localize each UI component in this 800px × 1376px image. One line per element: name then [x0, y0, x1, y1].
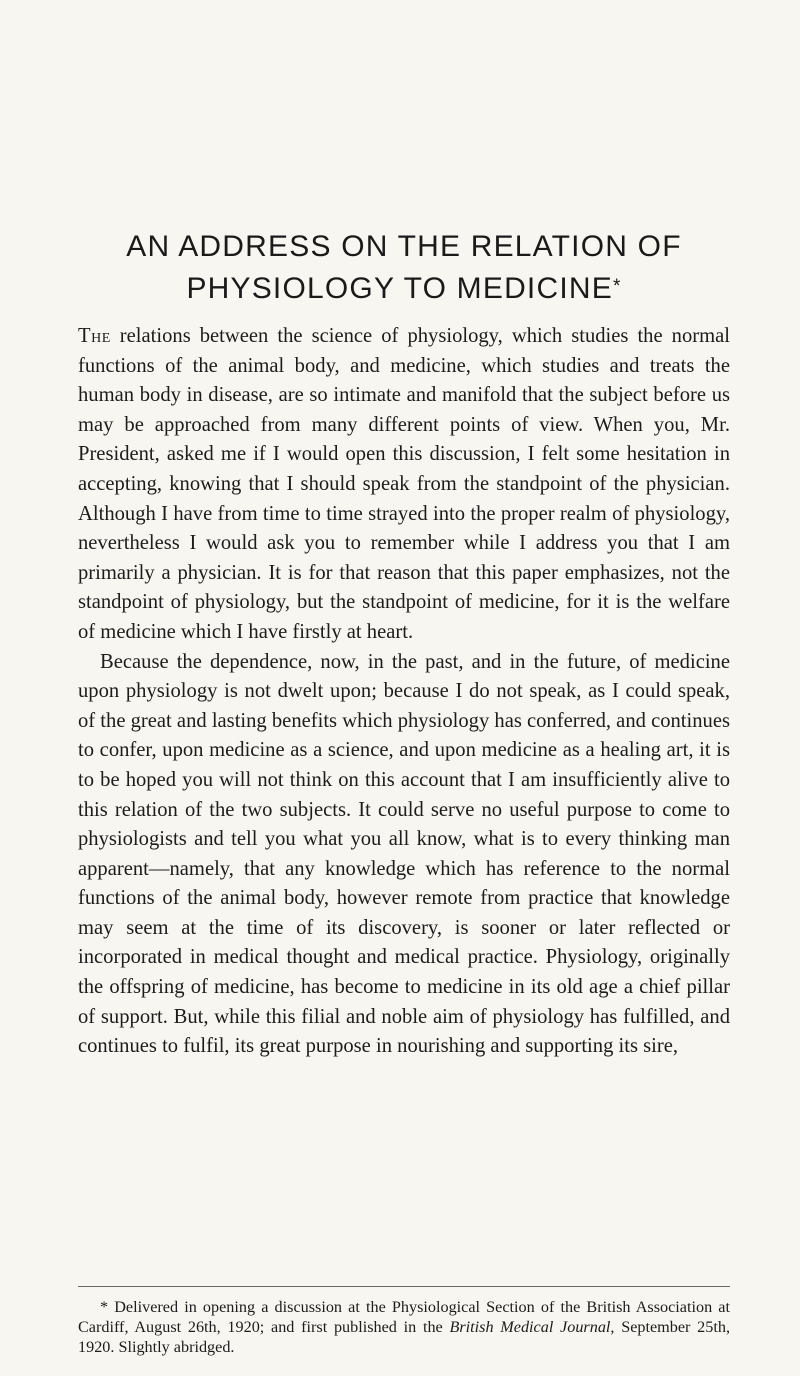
journal-name: British Medical Journal — [449, 1318, 611, 1336]
footnote-divider — [78, 1286, 730, 1287]
opening-word: The — [78, 325, 111, 347]
title-line-2-text: PHYSIOLOGY TO MEDICINE — [186, 272, 613, 305]
footnote-marker: * — [100, 1298, 109, 1316]
footnote — [78, 1297, 730, 1357]
title-line-1: AN ADDRESS ON THE RELATION OF — [126, 230, 682, 263]
footnote-text-before: Delivered in opening a discussion at the Physiological Section of the British Association at Cardiff, August 26th, 1920; and first published in the — [78, 1298, 730, 1336]
paragraph-2: Because the dependence, now, in the past, and in the future, of medicine upon physiology is not dwelt upon; because I do not speak, as I could speak, of the great and lasting benefits which physiology has conferred, and continues to confer, upon medicine as a science, and upon medicine as a healing art, it is to be hoped you will not think on this account that I am insufficiently alive to this relation of the two subjects. It could serve no useful purpose to come to physiologists and tell you what you all know, what is to every thinking man apparent—namely, that any knowledge which has reference to the normal functions of the animal body, however remote from practice that knowledge may seem at the time of its discovery, is sooner or later reflected or incorporated in medical thought and medical practice. Physiology, originally the offspring of medicine, has become to medicine in its old age a chief pillar of support. But, while this filial and noble aim of physiology has fulfilled, and continues to fulfil, its great purpose in nourishing and supporting its sire, — [78, 650, 730, 1058]
article-body — [78, 322, 730, 1062]
paragraph-1-text: relations between the science of physiology, which studies the normal functions of the animal body, and medicine, which studies and treats the human body in disease, are so intimate and manifold that the subject before us may be approached from many different points of view. When you, Mr. President, asked me if I would open this discussion, I felt some hesitation in accepting, knowing that I should speak from the standpoint of the physician. Although I have from time to time strayed into the proper realm of physiology, nevertheless I would ask you to remember while I address you that I am primarily a physician. It is for that reason that this paper emphasizes, not the standpoint of physiology, but the standpoint of medicine, for it is the welfare of medicine which I have firstly at heart. — [78, 325, 730, 643]
title-footnote-marker: * — [612, 276, 622, 297]
paragraph-1 — [78, 322, 730, 648]
book-page — [78, 0, 730, 1376]
footnote-text-after: , September 25th, 1920. Slightly abridged. — [78, 1318, 730, 1356]
article-title — [78, 226, 730, 310]
title-line-2 — [78, 268, 730, 310]
